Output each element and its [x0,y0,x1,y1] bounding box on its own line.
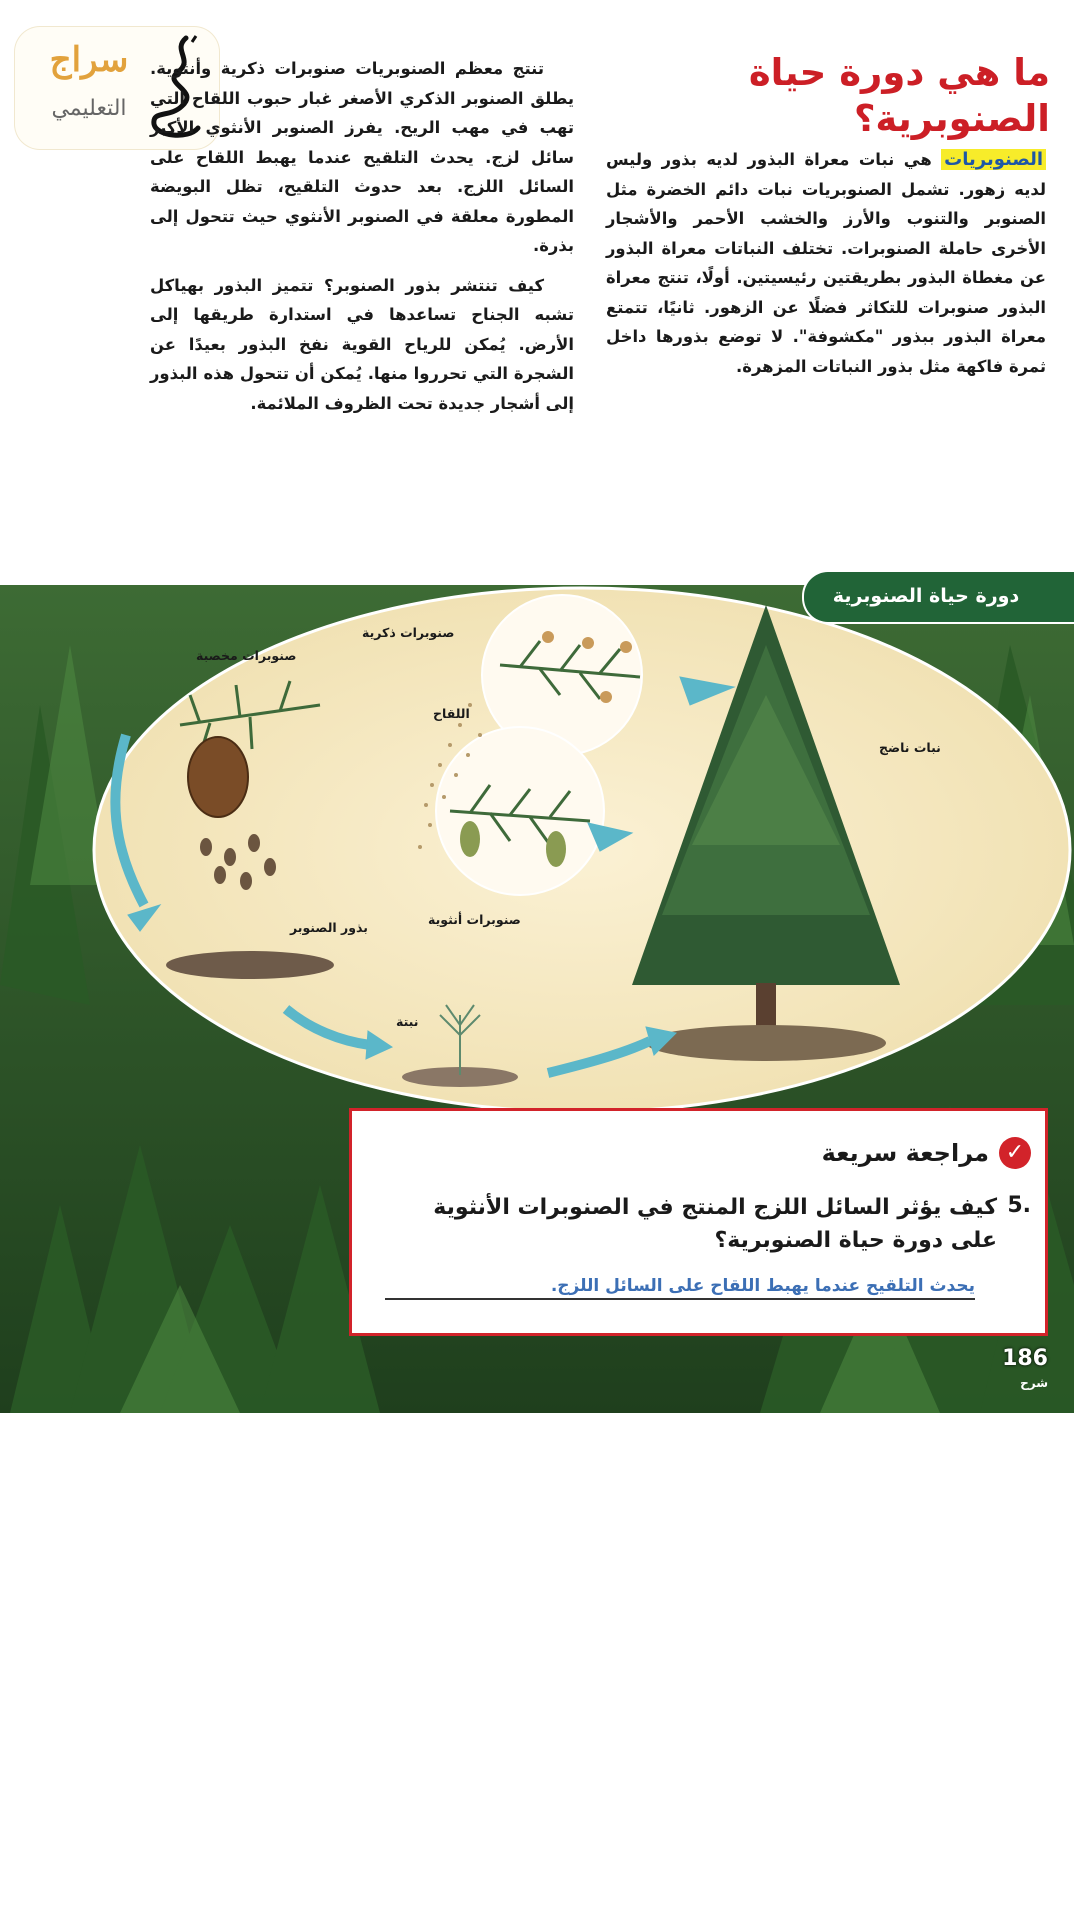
diagram-title-badge [802,570,1074,624]
page-title: ما هي دورة حياة الصنوبرية؟ [748,51,1050,140]
credit-text: حقوق الطبع والنشر © محفوظة لصالح مؤسسة McGraw-Hill Education [100,1485,110,1767]
logo-sub-text: التعليمي [51,96,127,121]
review-title: مراجعة سريعة [821,1139,989,1167]
badge-text: دورة حياة الصنوبرية [832,585,1020,607]
answer-text[interactable]: يحدث التلقيح عندما يهبط اللقاح على السائل اللزج. [385,1276,975,1300]
page-number: 186 [1002,1346,1048,1371]
conifers-term: الصنوبريات [941,149,1046,170]
intro-text: هي نبات معراة البذور لديه بذور وليس لديه زهور. تشمل الصنوبريات نبات دائم الخضرة مثل الصنوبر والتنوب والأرز والخشب الأحمر والأشجار الأخرى حاملة الصنوبرات. تختلف النباتات معراة البذور عن مغطاة البذور بطريقتين رئيسيتين. أولًا، تنتج معراة البذور صنوبرات للتكاثر فضلًا عن الزهور. ثانيًا، تتمتع معراة البذور ببذور "مكشوفة". لا توضع بذورها داخل ثمرة فاكهة مثل بذور النباتات المزهرة. [606,150,1046,376]
checkmark-icon: ✓ [999,1137,1031,1169]
soil [166,951,334,979]
logo-brand-text: سراج [49,40,129,80]
intro-paragraph [606,145,1046,381]
label-mature-plant: نبات ناضج [879,740,941,755]
label-seedling: نبتة [396,1014,419,1029]
label-female-cones: صنوبرات أنثوية [428,912,521,927]
label-pollen: اللقاح [433,706,470,721]
label-pine-seeds: بذور الصنوبر [290,920,368,935]
paragraph-reproduction: تنتج معظم الصنوبريات صنوبرات ذكرية وأنثوية. يطلق الصنوبر الذكري الأصغر غبار حبوب اللقاح التي تهب في مهب الريح. يفرز الصنوبر الأنثوي الأكبر سائل لزج. يحدث التلقيح عندما يهبط اللقاح على السائل اللزج. بعد حدوث التلقيح، تظل البويضة المطورة معلقة في الصنوبر الأنثوي حيث تتحول إلى بذرة. [150,59,574,255]
question-text: كيف يؤثر السائل اللزج المنتج في الصنوبرات الأنثوية على دورة حياة الصنوبرية؟ [433,1195,997,1253]
cone-illustration [188,737,248,817]
quick-review-box [349,1108,1048,1336]
page-sub-label: شرح [1020,1376,1048,1390]
label-male-cones: صنوبرات ذكرية [362,625,455,640]
body-column [150,54,574,428]
label-fertilized-cones: صنوبرات مخصبة [196,648,297,663]
question-number: 5. [1007,1193,1031,1218]
paragraph-seed-dispersal: كيف تنتشر بذور الصنوبر؟ تتميز البذور بهياكل تشبه الجناح تساعدها في استدارة طريقها إلى الأرض. يُمكن للرياح القوية نفخ البذور بعيدًا عن الشجرة التي تحرروا منها. يُمكن أن تتحول هذه البذور إلى أشجار جديدة تحت الظروف الملائمة. [150,275,574,413]
copyright-credit [96,1485,110,1925]
